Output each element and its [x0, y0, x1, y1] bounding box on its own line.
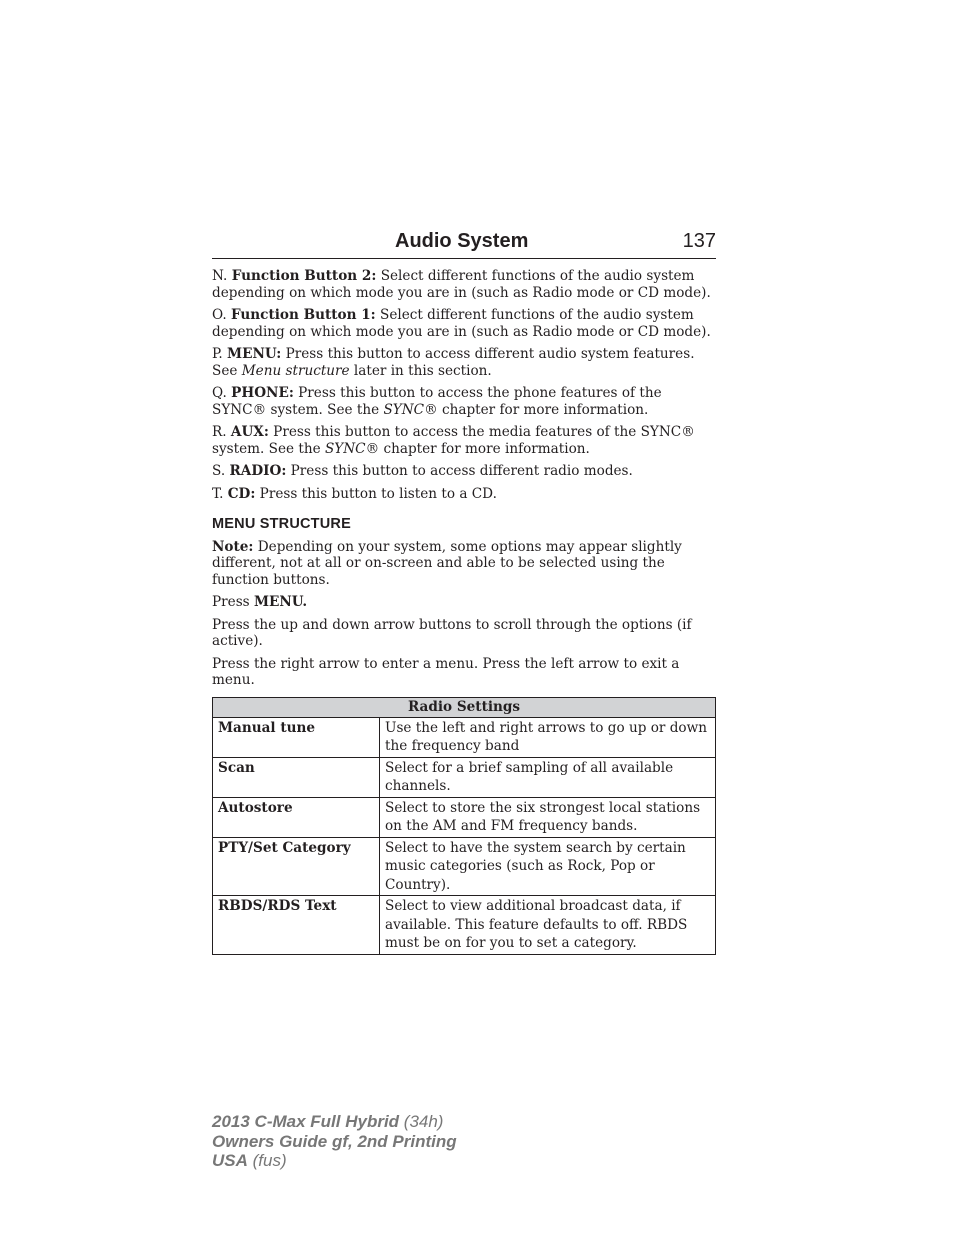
cross-reference: Menu structure — [241, 362, 350, 379]
footer-line-model: 2013 C-Max Full Hybrid (34h) — [212, 1112, 444, 1131]
item-label: MENU: — [227, 346, 282, 362]
list-item-n: N. Function Button 2: Select different functions of the audio system depending on which mode you are in (such as Radio mode or CD mode). — [212, 268, 711, 301]
item-label: PHONE: — [231, 385, 294, 401]
cross-reference: SYNC® — [383, 401, 438, 418]
table-row — [213, 837, 716, 896]
setting-name: Autostore — [213, 797, 380, 837]
setting-description: Select to store the six strongest local stations on the AM and FM frequency bands. — [380, 797, 716, 837]
setting-description: Select for a brief sampling of all available channels. — [380, 757, 716, 797]
setting-description: Select to view additional broadcast data, if available. This feature defaults to off. RBDS must be on for you to set a category. — [380, 896, 716, 955]
note-paragraph: Note: Depending on your system, some options may appear slightly different, not at all or on-screen and able to be selected using the function buttons. — [212, 538, 682, 588]
setting-name: PTY/Set Category — [213, 837, 380, 896]
setting-name: Manual tune — [213, 717, 380, 757]
table-row — [213, 896, 716, 955]
table-row — [213, 717, 716, 757]
enter-exit-paragraph: Press the right arrow to enter a menu. Press the left arrow to exit a menu. — [212, 655, 680, 688]
page-body — [212, 268, 716, 955]
table-row — [213, 757, 716, 797]
item-label: CD: — [227, 485, 256, 502]
item-label: Function Button 1: — [231, 307, 376, 323]
press-menu-paragraph: Press MENU. — [212, 594, 308, 610]
setting-name: RBDS/RDS Text — [213, 896, 380, 955]
page-header — [212, 228, 716, 259]
setting-description: Use the left and right arrows to go up or down the frequency band — [380, 717, 716, 757]
setting-name: Scan — [213, 757, 380, 797]
list-item-o: O. Function Button 1: Select different functions of the audio system depending on which mode you are in (such as Radio mode or CD mode). — [212, 307, 711, 340]
list-item-p: P. MENU: Press this button to access different audio system features. See Menu structure later in this section. — [212, 346, 695, 379]
table-title: Radio Settings — [213, 697, 716, 717]
item-label: RADIO: — [229, 463, 287, 479]
item-label: Function Button 2: — [231, 268, 377, 284]
list-item-s: S. RADIO: Press this button to access different radio modes. — [212, 463, 633, 479]
table-header-row — [213, 697, 716, 717]
footer-line-region: USA (fus) — [212, 1151, 287, 1170]
menu-structure-heading: MENU STRUCTURE — [212, 516, 351, 532]
section-title: Audio System — [395, 230, 529, 252]
note-label: Note: — [212, 538, 254, 555]
item-label: AUX: — [230, 424, 269, 440]
list-item-t: T. CD: Press this button to listen to a CD. — [212, 485, 497, 502]
arrows-paragraph: Press the up and down arrow buttons to scroll through the options (if active). — [212, 616, 692, 649]
cross-reference: SYNC® — [324, 440, 380, 457]
page-footer — [212, 1112, 457, 1171]
setting-description: Select to have the system search by certain music categories (such as Rock, Pop or Country). — [380, 837, 716, 896]
list-item-q: Q. PHONE: Press this button to access the phone features of the SYNC® system. See the SYNC® chapter for more information. — [212, 385, 662, 418]
list-item-r: R. AUX: Press this button to access the media features of the SYNC® system. See the SYNC® chapter for more information. — [212, 424, 695, 457]
page-number: 137 — [682, 230, 716, 252]
radio-settings-table — [212, 697, 716, 955]
footer-line-guide: Owners Guide gf, 2nd Printing — [212, 1131, 457, 1151]
table-row — [213, 797, 716, 837]
